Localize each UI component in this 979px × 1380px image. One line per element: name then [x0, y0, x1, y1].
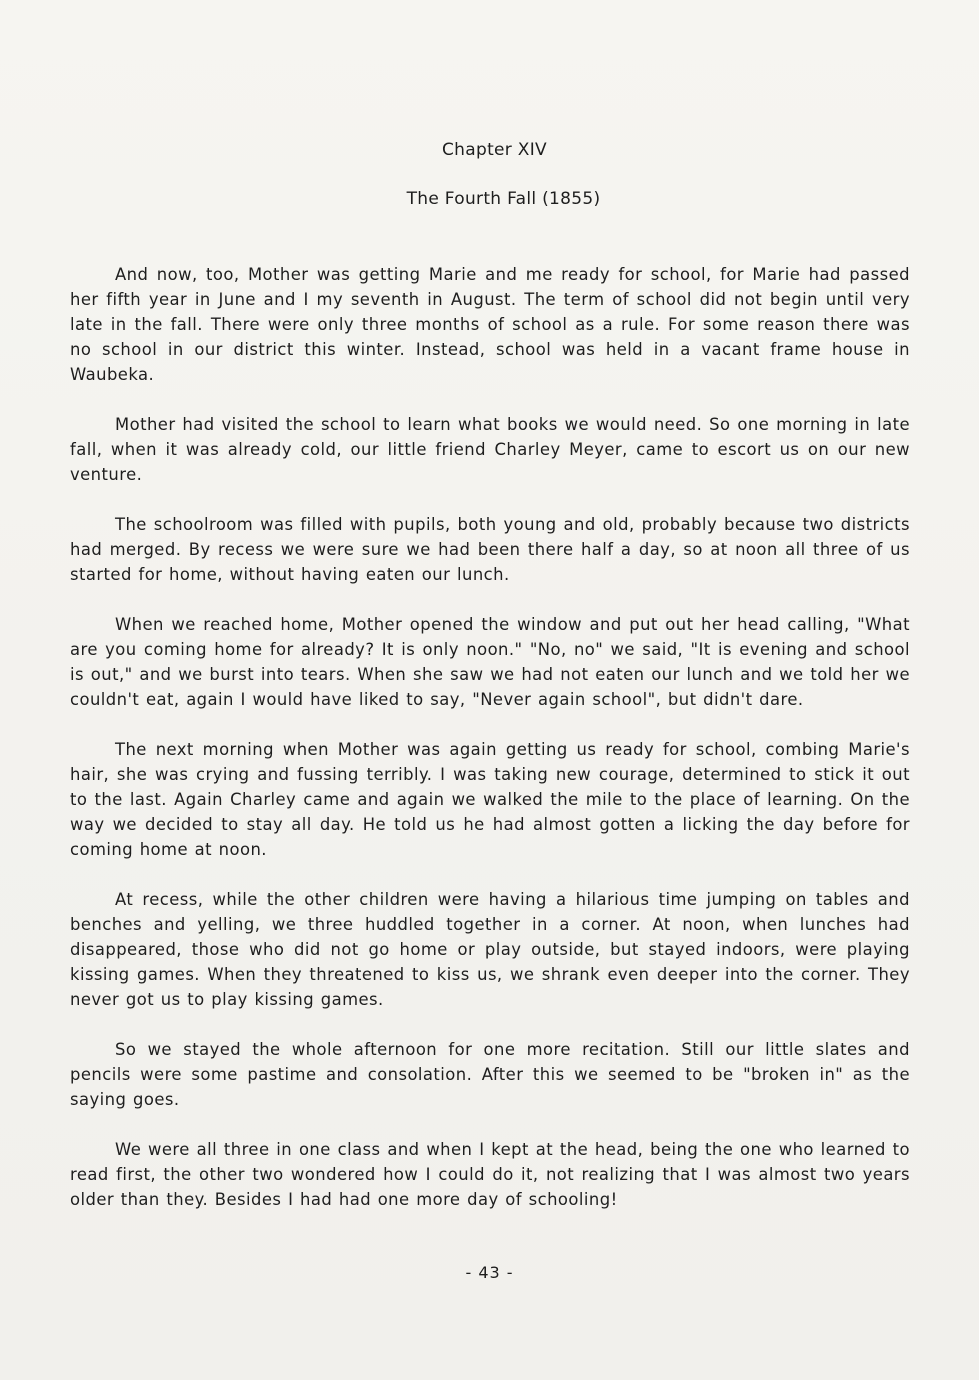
paragraph: And now, too, Mother was getting Marie and me ready for school, for Marie had passed her fifth year in June and I my seventh in August. The term of school did not begin until very late in the fall. There were only three months of school as a rule. For some reason there was no school in our district this winter. Instead, school was held in a vacant frame house in Waubeka. — [70, 265, 910, 384]
section-title: The Fourth Fall (1855) — [406, 189, 601, 209]
page-number: - 43 - — [465, 1263, 514, 1282]
paragraph: The schoolroom was filled with pupils, both young and old, probably because two districts had merged. By recess we were sure we had been there half a day, so at noon all three of us started for home, without having eaten our lunch. — [70, 515, 910, 584]
paragraph: The next morning when Mother was again getting us ready for school, combing Marie's hair, she was crying and fussing terribly. I was taking new courage, determined to stick it out to the last. Again Charley came and again we walked the mile to the place of learning. On the way we decided to stay all day. He told us he had almost gotten a licking the day before for coming home at noon. — [70, 740, 910, 859]
paragraph: At recess, while the other children were having a hilarious time jumping on tables and benches and yelling, we three huddled together in a corner. At noon, when lunches had disappeared, those who did not go home or play outside, but stayed indoors, were playing kissing games. When they threatened to kiss us, we shrank even deeper into the corner. They never got us to play kissing games. — [70, 890, 910, 1009]
paragraph: We were all three in one class and when I kept at the head, being the one who learned to read first, the other two wondered how I could do it, not realizing that I was almost two years older than they. Besides I had had one more day of schooling! — [70, 1140, 910, 1209]
paragraph: So we stayed the whole afternoon for one more recitation. Still our little slates and pencils were some pastime and consolation. After this we seemed to be "broken in" as the saying goes. — [70, 1040, 910, 1109]
paragraph: Mother had visited the school to learn what books we would need. So one morning in late fall, when it was already cold, our little friend Charley Meyer, came to escort us on our new venture. — [70, 415, 910, 484]
chapter-heading: Chapter XIV — [442, 140, 547, 160]
body-text — [70, 262, 910, 1237]
paragraph: When we reached home, Mother opened the window and put out her head calling, "What are you coming home for already? It is only noon." "No, no" we said, "It is evening and school is out," and we burst into tears. When she saw we had not eaten our lunch and we told her we couldn't eat, again I would have liked to say, "Never again school", but didn't dare. — [70, 615, 910, 709]
